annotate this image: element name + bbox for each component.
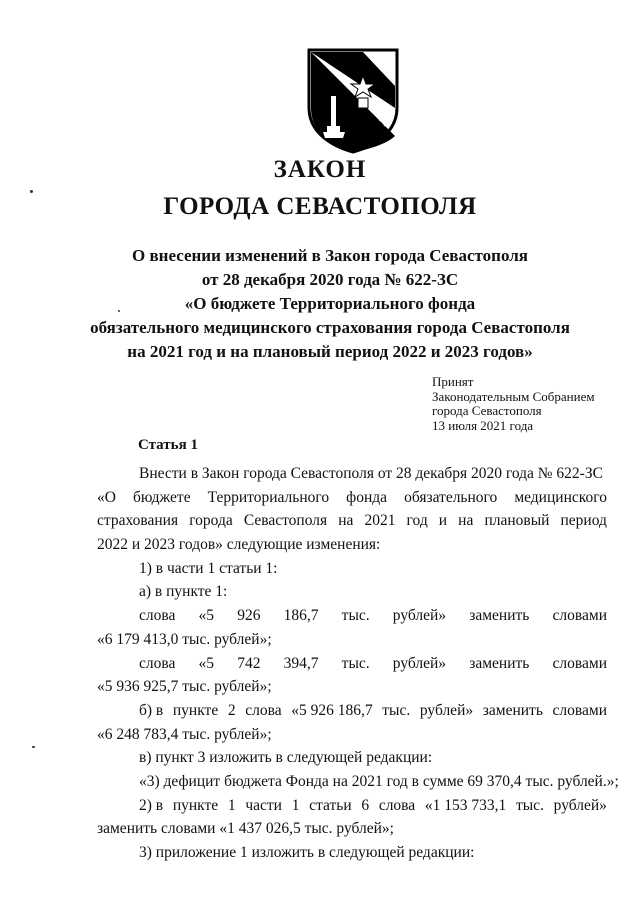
adoption-line: Законодательным Собранием: [432, 388, 595, 404]
word: словами: [552, 654, 607, 672]
word: тыс.: [341, 654, 370, 672]
subtitle-line: обязательного медицинского страхования города Севастополя: [90, 318, 570, 337]
word: рублей»: [392, 607, 447, 625]
word: заменить: [469, 607, 530, 625]
word: тыс.: [382, 701, 411, 719]
text-line: [97, 652, 607, 676]
scan-speck: [118, 310, 120, 312]
subtitle-line: О внесении изменений в Закон города Севастополя: [132, 246, 528, 265]
word: 2: [227, 701, 236, 719]
word: части: [245, 796, 282, 814]
word: слова: [378, 796, 416, 814]
adoption-line: Принят: [432, 374, 474, 389]
subtitle-line: на 2021 год и на плановый период 2022 и 2023 годов»: [127, 342, 533, 361]
word: 6: [361, 796, 370, 814]
text-line: в) пункт 3 изложить в следующей редакции:: [139, 749, 433, 767]
word: пункте: [172, 796, 219, 814]
word: слова: [139, 654, 176, 672]
word: год: [406, 512, 428, 530]
word: слова: [139, 607, 176, 625]
adoption-note: [432, 375, 595, 433]
word: «1 153 733,1: [424, 796, 507, 814]
text-line: а) в пункте 1:: [139, 583, 228, 601]
adoption-date: 13 июля 2021 года: [432, 417, 534, 433]
word: 742: [237, 654, 261, 672]
subtitle-line: «О бюджете Территориального фонда: [184, 294, 476, 313]
text-line: [97, 486, 607, 510]
word: 1: [291, 796, 300, 814]
text-line: 1) в части 1 статьи 1:: [139, 559, 278, 577]
word: заменить: [482, 701, 543, 719]
word: «5: [198, 607, 215, 625]
article-body: [97, 462, 619, 865]
word: плановый: [484, 512, 550, 530]
word: б) в: [139, 701, 164, 719]
word: «5: [198, 654, 215, 672]
word: на: [338, 512, 354, 530]
word: Севастополя: [243, 512, 328, 530]
text-line: «6 179 413,0 тыс. рублей»;: [97, 630, 272, 648]
word: Территориального: [207, 488, 330, 506]
adoption-line: города Севастополя: [432, 403, 542, 419]
word: словами: [552, 701, 607, 719]
text-line: [97, 699, 607, 723]
word: тыс.: [341, 607, 370, 625]
word: рублей»: [419, 701, 474, 719]
article-heading: Статья 1: [138, 437, 198, 453]
word: бюджете: [132, 488, 191, 506]
text-line: [97, 794, 607, 818]
subtitle-line: от 28 декабря 2020 года № 622-ЗС: [201, 270, 459, 289]
word: 926: [237, 607, 261, 625]
sevastopol-coat-of-arms-icon: [305, 46, 401, 154]
word: «О: [97, 488, 116, 506]
word: рублей»: [392, 654, 447, 672]
text-line: «3) дефицит бюджета Фонда на 2021 год в сумме 69 370,4 тыс. рублей.»;: [139, 772, 619, 790]
text-line: 3) приложение 1 изложить в следующей редакции:: [139, 844, 475, 861]
text-line: [97, 604, 607, 628]
word: статьи: [309, 796, 352, 814]
text-line: Внести в Закон города Севастополя от 28 декабря 2020 года № 622-ЗС: [139, 465, 603, 482]
word: на: [458, 512, 474, 530]
word: слова: [245, 701, 282, 719]
word: пункте: [172, 701, 219, 719]
word: обязательного: [404, 488, 498, 506]
scan-speck: [32, 746, 35, 748]
word: 186,7: [283, 607, 319, 625]
text-line: «6 248 783,4 тыс. рублей»;: [97, 725, 272, 743]
word: 2) в: [139, 796, 164, 814]
word: медицинского: [514, 488, 607, 506]
word: словами: [552, 607, 607, 625]
word: 2021: [364, 512, 396, 530]
word: страхования: [97, 512, 179, 530]
word: тыс.: [515, 796, 544, 814]
word: «5 926 186,7: [291, 701, 373, 719]
text-line: «5 936 925,7 тыс. рублей»;: [97, 678, 272, 696]
text-line: заменить словами «1 437 026,5 тыс. рублей»;: [97, 820, 394, 838]
word: города: [189, 512, 233, 530]
scan-speck: [30, 190, 33, 193]
document-title-city: ГОРОДА СЕВАСТОПОЛЯ: [163, 193, 477, 220]
word: фонда: [346, 488, 388, 506]
word: и: [438, 512, 448, 530]
document-title: ЗАКОН: [273, 156, 367, 183]
word: рублей»: [553, 796, 607, 814]
text-line: 2022 и 2023 годов» следующие изменения:: [97, 536, 381, 554]
word: заменить: [469, 654, 530, 672]
word: 394,7: [283, 654, 319, 672]
word: период: [560, 512, 607, 530]
text-line: [97, 509, 607, 533]
word: 1: [227, 796, 236, 814]
law-subtitle: [80, 244, 580, 364]
